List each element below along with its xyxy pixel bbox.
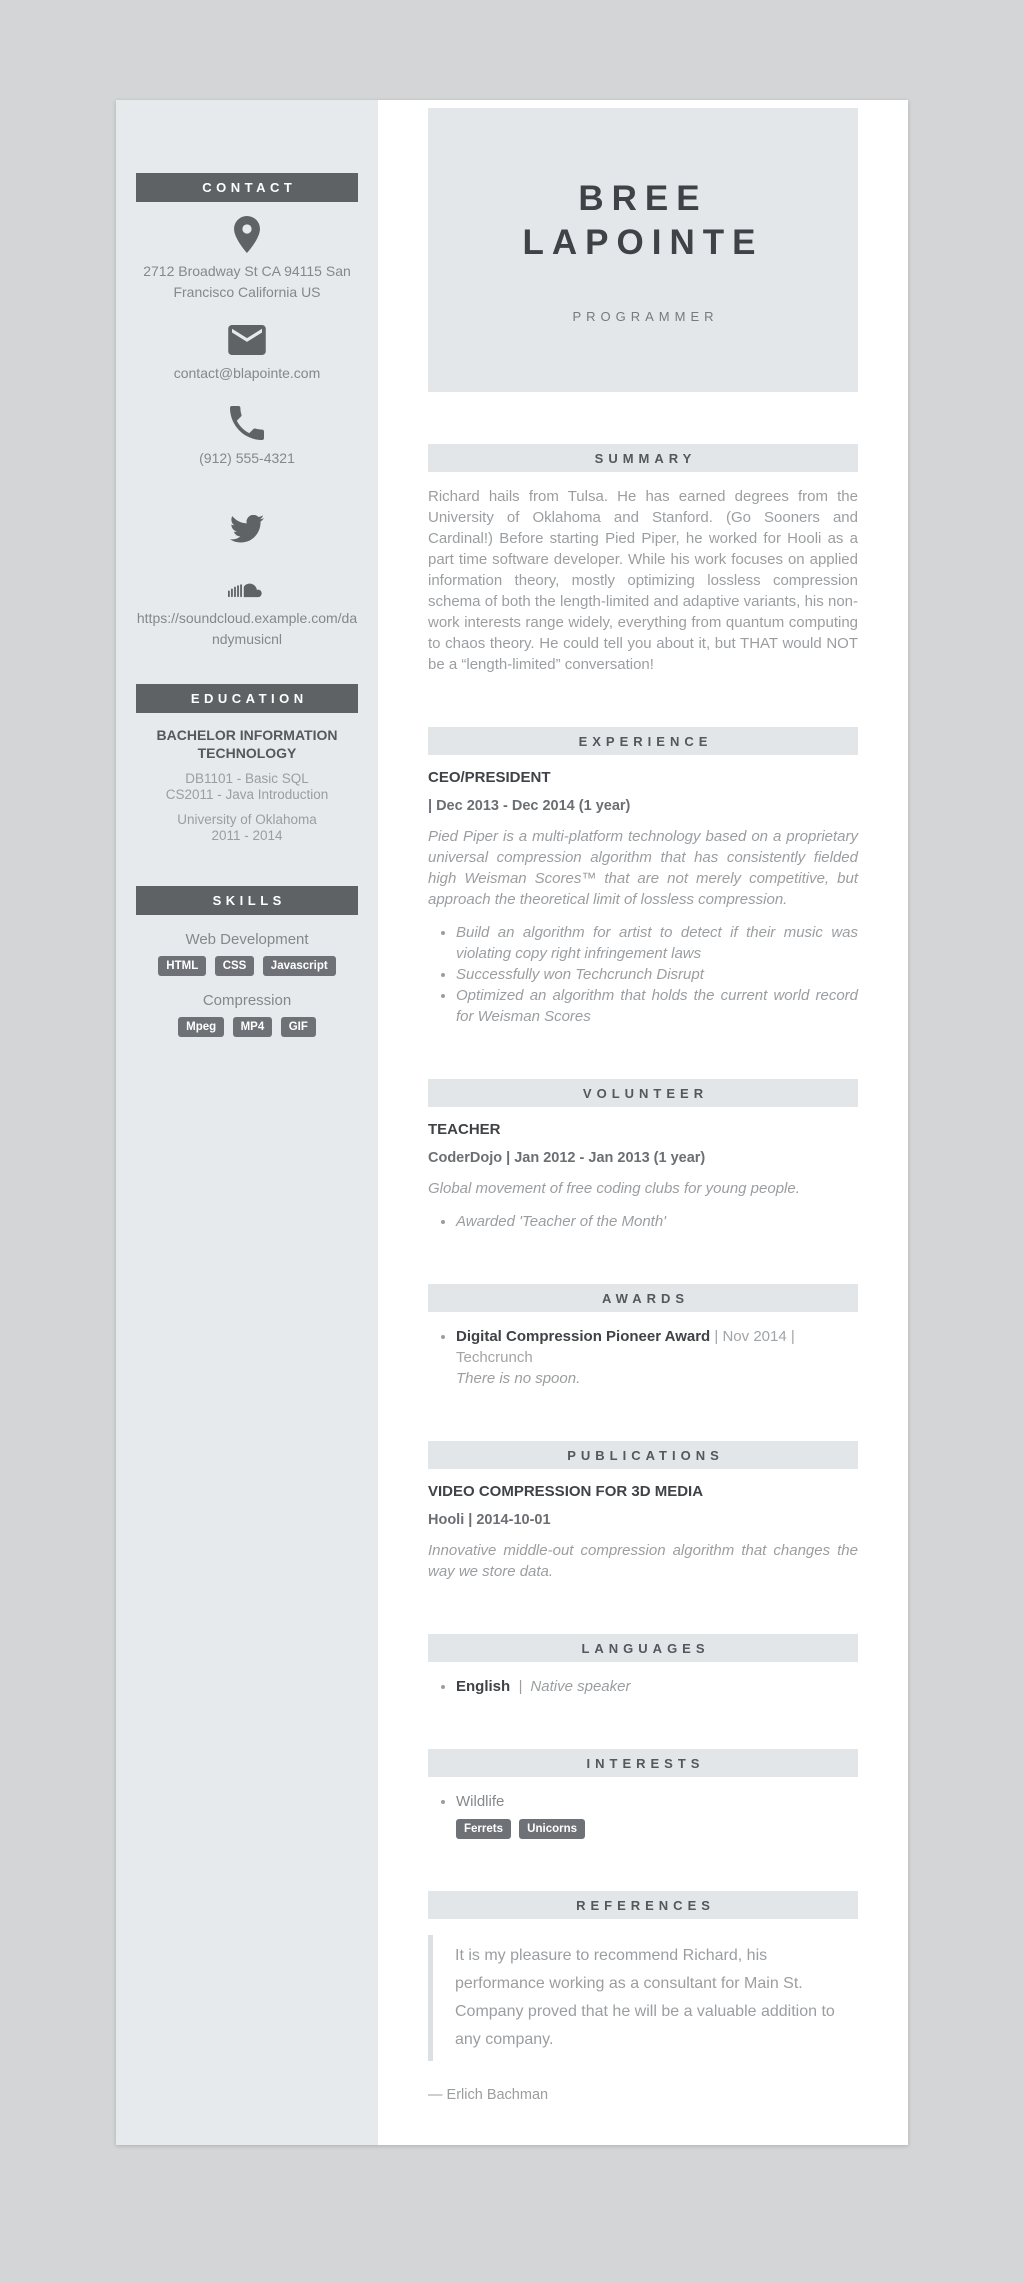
person-role: PROGRAMMER (572, 308, 719, 324)
language-item (456, 1676, 858, 1697)
experience-highlight: • Build an algorithm for artist to detect if their music was violating copy right infringement laws (456, 922, 858, 964)
award-summary: There is no spoon. (456, 1370, 581, 1387)
sidebar (116, 100, 378, 2145)
references-section-header: REFERENCES (428, 1891, 858, 1919)
person-name: BREE LAPOINTE (522, 178, 764, 262)
location-pin-icon (136, 216, 358, 253)
education-section-header: EDUCATION (136, 684, 358, 713)
publications-section-header: PUBLICATIONS (428, 1441, 858, 1469)
experience-highlight: • Optimized an algorithm that holds the current world record for Weisman Scores (456, 985, 858, 1027)
main-column (378, 100, 908, 2145)
skill-group-name: Web Development (185, 931, 309, 948)
summary-section-header: SUMMARY (428, 444, 858, 472)
education-course: DB1101 - Basic SQL (185, 771, 309, 786)
experience-highlight: • Successfully won Techcrunch Disrupt (456, 964, 858, 985)
experience-description: Pied Piper is a multi-platform technology based on a proprietary universal compression algorithm that has consistently fielded high Weisman Scores™ that are not merely competitive, but approach the theoretical limit of lossless compression. (428, 828, 858, 908)
skill-tag: HTML (158, 956, 206, 976)
summary-text: Richard hails from Tulsa. He has earned degrees from the University of Oklahoma and Stanford. (Go Sooners and Cardinal!) Before starting Pied Piper, he worked for Hooli as a part time software developer. While his work focuses on applied information theory, mostly optimizing lossless compression schema of both the length-limited and adaptive variants, his non-work interests range widely, everything from quantum computing to chaos theory. He could tell you about it, but THAT would NOT be a “length-limited” conversation! (428, 488, 858, 673)
skill-tags (136, 1017, 358, 1037)
skill-tag: MP4 (233, 1017, 273, 1037)
interest-tag: Ferrets (456, 1819, 511, 1839)
soundcloud-cloud-icon[interactable] (136, 579, 358, 600)
section-summary (428, 444, 858, 675)
skill-tags (136, 956, 358, 976)
awards-section-header: AWARDS (428, 1284, 858, 1312)
publication-summary: Innovative middle-out compression algorithm that changes the way we store data. (428, 1542, 858, 1580)
experience-position: CEO/PRESIDENT (428, 769, 551, 786)
interest-tag: Unicorns (519, 1819, 585, 1839)
interest-item (456, 1791, 858, 1839)
education-degree: BACHELOR INFORMATION TECHNOLOGY (156, 727, 338, 761)
language-separator: | (518, 1678, 523, 1695)
experience-section-header: EXPERIENCE (428, 727, 858, 755)
section-awards (428, 1284, 858, 1389)
award-item (456, 1326, 858, 1389)
volunteer-description: Global movement of free coding clubs for young people. (428, 1180, 800, 1197)
publication-name: VIDEO COMPRESSION FOR 3D MEDIA (428, 1483, 704, 1500)
section-volunteer (428, 1079, 858, 1232)
education-course: CS2011 - Java Introduction (165, 787, 329, 802)
volunteer-highlights (428, 1211, 858, 1232)
education-institution: University of Oklahoma (177, 812, 317, 827)
envelope-icon (136, 325, 358, 355)
languages-section-header: LANGUAGES (428, 1634, 858, 1662)
contact-soundcloud-url[interactable]: https://soundcloud.example.com/dandymusicnl (136, 610, 358, 647)
section-interests (428, 1749, 858, 1839)
contact-section-header: CONTACT (136, 173, 358, 202)
skill-tag: Mpeg (178, 1017, 224, 1037)
section-experience (428, 727, 858, 1027)
contact-address: 2712 Broadway St CA 94115 San Francisco California US (143, 263, 351, 300)
reference-attribution: — Erlich Bachman (428, 2087, 549, 2103)
skill-tag: Javascript (263, 956, 336, 976)
section-languages (428, 1634, 858, 1697)
skill-tag: GIF (281, 1017, 316, 1037)
volunteer-highlight: • Awarded 'Teacher of the Month' (456, 1211, 858, 1232)
contact-email[interactable]: contact@blapointe.com (173, 365, 321, 381)
experience-highlights (428, 922, 858, 1027)
section-references (428, 1891, 858, 2103)
interests-section-header: INTERESTS (428, 1749, 858, 1777)
language-name: English (456, 1678, 511, 1695)
skills-section-header: SKILLS (136, 886, 358, 915)
resume-card (116, 100, 908, 2145)
contact-phone: (912) 555-4321 (199, 450, 295, 466)
experience-dates: | Dec 2013 - Dec 2014 (1 year) (428, 798, 631, 814)
skill-tag: CSS (215, 956, 255, 976)
volunteer-org-dates: CoderDojo | Jan 2012 - Jan 2013 (1 year) (428, 1150, 706, 1166)
languages-list (428, 1676, 858, 1697)
phone-handset-icon (136, 406, 358, 440)
language-fluency: Native speaker (530, 1678, 631, 1695)
award-title: Digital Compression Pioneer Award (456, 1328, 711, 1345)
awards-list (428, 1326, 858, 1389)
education-years: 2011 - 2014 (211, 828, 283, 843)
name-header-panel (428, 108, 858, 392)
volunteer-section-header: VOLUNTEER (428, 1079, 858, 1107)
volunteer-position: TEACHER (428, 1121, 501, 1138)
skill-group-name: Compression (202, 992, 292, 1009)
twitter-bird-icon[interactable] (136, 515, 358, 543)
publication-publisher: Hooli | 2014-10-01 (428, 1512, 551, 1528)
reference-quote: It is my pleasure to recommend Richard, his performance working as a consultant for Main St. Company proved that he will be a valuable addition to any company. (428, 1935, 858, 2061)
interest-keywords (456, 1819, 858, 1839)
award-meta: | Nov 2014 | Techcrunch (456, 1328, 795, 1366)
interests-list (428, 1791, 858, 1839)
section-publications (428, 1441, 858, 1582)
interest-name: • Wildlife (456, 1793, 505, 1810)
